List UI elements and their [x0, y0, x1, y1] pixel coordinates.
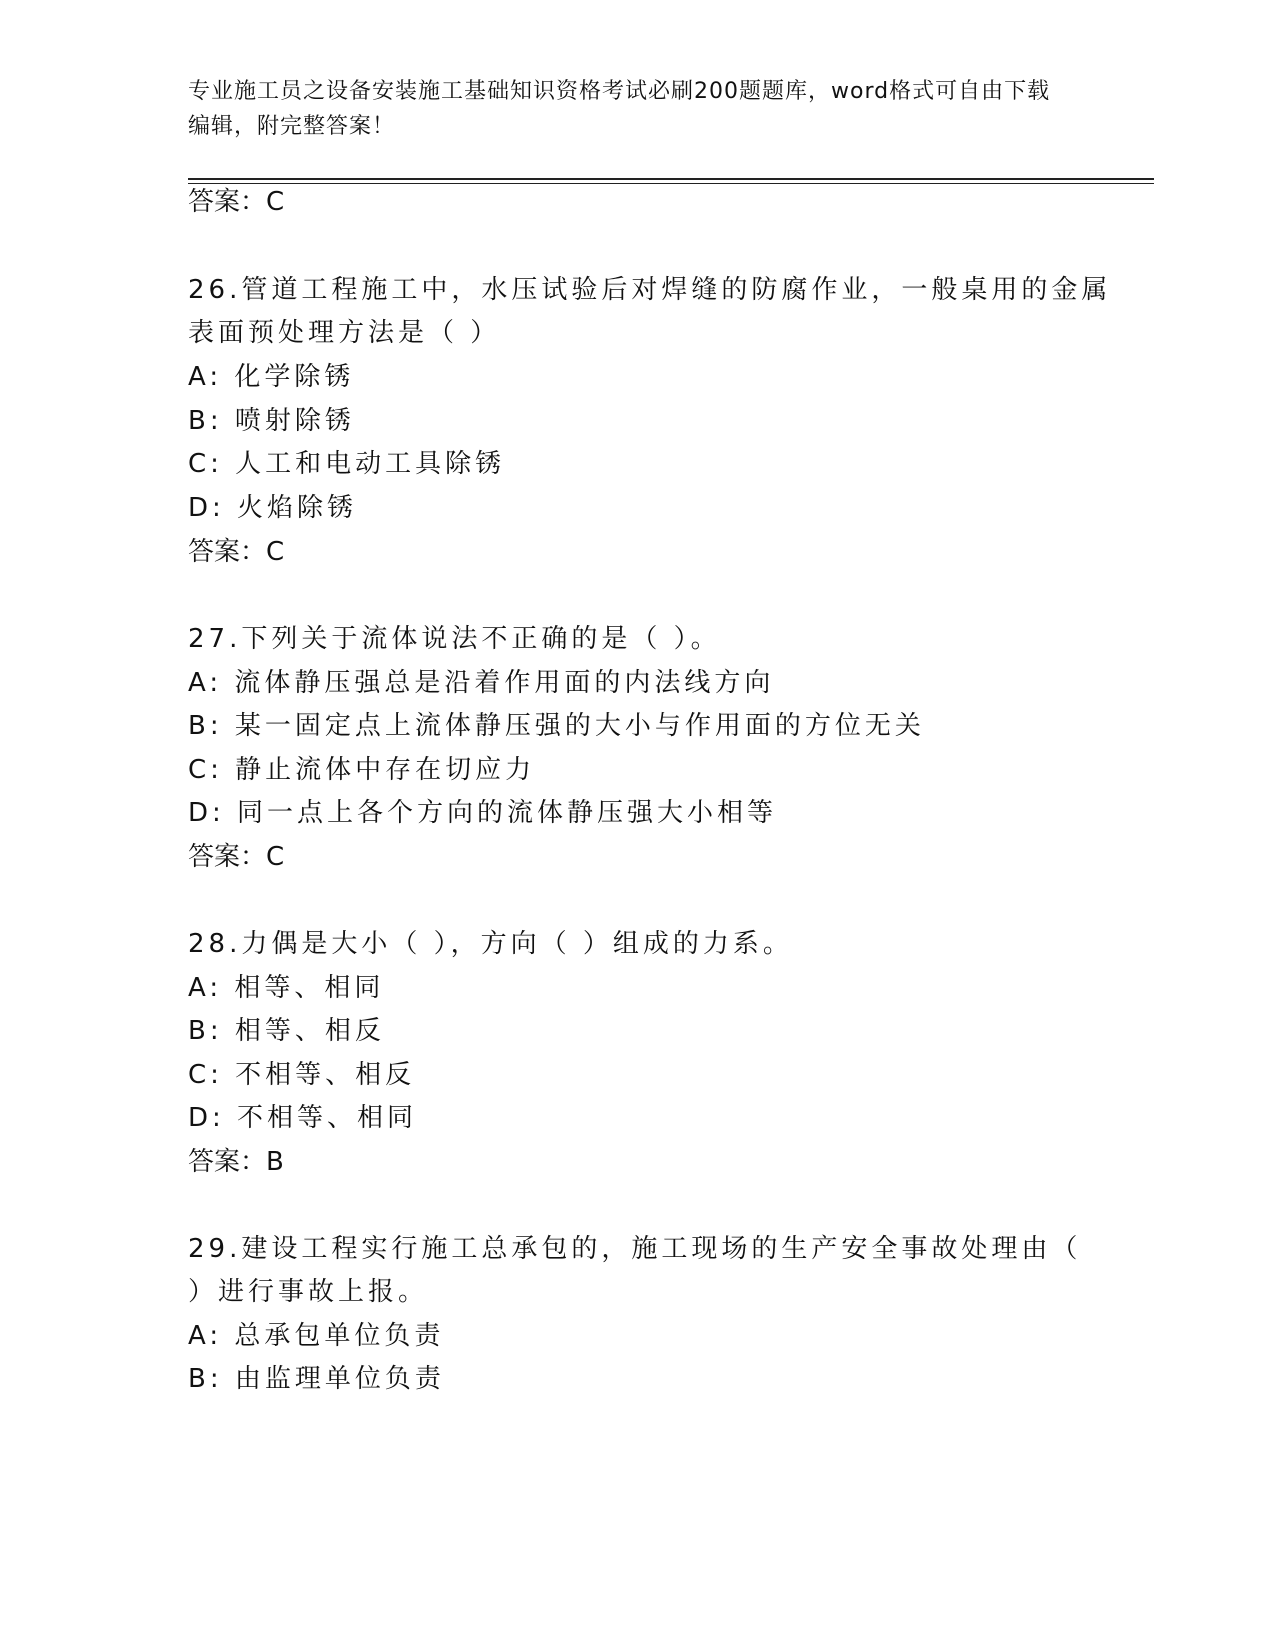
question-28-option-b: B: 相等、相反	[188, 1016, 385, 1046]
question-29-stem-line2: ）进行事故上报。	[188, 1277, 429, 1307]
question-26-option-d: D: 火焰除锈	[188, 493, 358, 523]
answer-28: 答案：B	[188, 1147, 284, 1177]
answer-27: 答案：C	[188, 842, 285, 872]
question-26-stem-line2: 表面预处理方法是（ ）	[188, 318, 501, 348]
question-28-option-a: A: 相等、相同	[188, 973, 385, 1003]
question-29-option-a: A: 总承包单位负责	[188, 1321, 445, 1351]
question-28-stem-line1: 28.力偶是大小（ ），方向（ ）组成的力系。	[188, 929, 793, 959]
question-29-option-b: B: 由监理单位负责	[188, 1364, 445, 1394]
question-27-option-b: B: 某一固定点上流体静压强的大小与作用面的方位无关	[188, 711, 925, 741]
header-divider-thin	[188, 183, 1154, 184]
answer-25: 答案：C	[188, 187, 285, 217]
question-28-option-c: C: 不相等、相反	[188, 1060, 416, 1090]
question-27-option-a: A: 流体静压强总是沿着作用面的内法线方向	[188, 668, 775, 698]
question-26-option-b: B: 喷射除锈	[188, 406, 355, 436]
question-27-option-d: D: 同一点上各个方向的流体静压强大小相等	[188, 798, 778, 828]
question-28-option-d: D: 不相等、相同	[188, 1103, 418, 1133]
question-27-option-c: C: 静止流体中存在切应力	[188, 755, 536, 785]
document-header: 专业施工员之设备安装施工基础知识资格考试必刷200题题库，word格式可自由下载编辑，附完整答案！	[188, 79, 1051, 139]
question-29-stem-line1: 29.建设工程实行施工总承包的，施工现场的生产安全事故处理由（	[188, 1234, 1082, 1264]
question-26-option-a: A: 化学除锈	[188, 362, 355, 392]
question-26-option-c: C: 人工和电动工具除锈	[188, 449, 506, 479]
question-27-stem-line1: 27.下列关于流体说法不正确的是（ ）。	[188, 624, 721, 654]
header-divider	[188, 178, 1154, 180]
answer-26: 答案：C	[188, 537, 285, 567]
question-26-stem-line1: 26.管道工程施工中，水压试验后对焊缝的防腐作业，一般桌用的金属	[188, 275, 1112, 305]
